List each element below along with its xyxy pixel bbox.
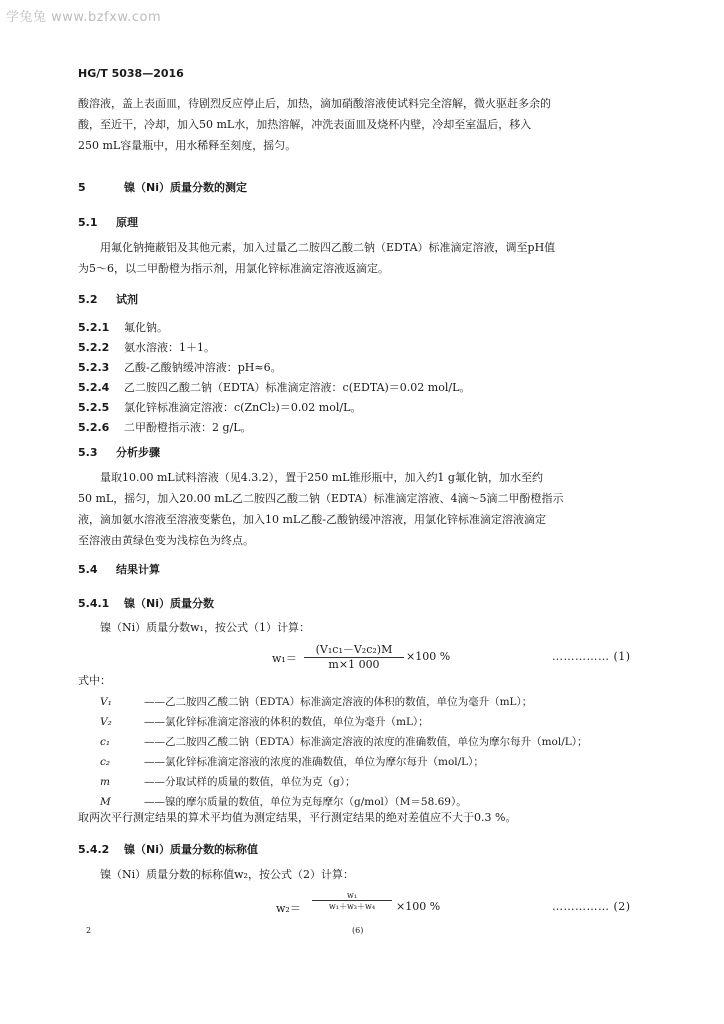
procedure-line: 50 mL，摇匀，加入20.00 mL乙二胺四乙酸二钠（EDTA）标准滴定溶液、4滴～5滴二甲酚橙指示 (78, 492, 564, 505)
section-5-3-heading (78, 444, 160, 460)
formula-1-fraction (304, 641, 404, 671)
intro-line: 酸，至近干，冷却，加入50 mL水，加热溶解，冲洗表面皿及烧杯内壁，冷却至室温后，移入 (78, 118, 532, 131)
variable-definition: M ——镍的摩尔质量的数值，单位为克每摩尔（g/mol）（M＝58.69）。 (100, 796, 467, 808)
principle-line: 为5～6，以二甲酚橙为指示剂，用氯化锌标准滴定溶液返滴定。 (78, 262, 389, 275)
formula-1-lhs: w₁＝ (272, 652, 297, 665)
section-title: 镍（Ni）质量分数 (124, 597, 214, 610)
where-label: 式中： (78, 674, 111, 687)
formula-2-number: …………… (2) (552, 900, 631, 913)
sheet-reference: (6) (352, 926, 364, 935)
section-5-heading (78, 179, 247, 195)
section-title: 镍（Ni）质量分数的测定 (124, 181, 247, 194)
principle-line: 用氟化钠掩蔽铝及其他元素，加入过量乙二胺四乙酸二钠（EDTA）标准滴定溶液，调至pH值 (100, 241, 556, 254)
page-number: 2 (86, 926, 92, 935)
section-title: 镍（Ni）质量分数的标称值 (124, 843, 258, 856)
section-title: 试剂 (116, 293, 138, 306)
section-title: 结果计算 (116, 563, 160, 576)
reagent-item: 5.2.1 氟化钠。 (78, 321, 168, 334)
intro-line: 酸溶液，盖上表面皿，待剧烈反应停止后，加热，滴加硝酸溶液使试料完全溶解，微火驱赶多余的 (78, 97, 551, 110)
variable-definition: m ——分取试样的质量的数值，单位为克（g）； (100, 776, 356, 788)
section-5-2-heading (78, 291, 138, 307)
section-number: 5 (78, 181, 86, 194)
section-5-4-2-heading (78, 841, 258, 857)
procedure-line: 液，滴加氨水溶液至溶液变紫色，加入10 mL乙酸-乙酸钠缓冲溶液，用氯化锌标准滴定溶液滴定 (78, 513, 546, 526)
standard-number: HG/T 5038—2016 (78, 67, 184, 80)
watermark: 学兔兔 www.bzfxw.com (6, 10, 162, 25)
formula-1-numerator: (V₁c₁－V₂c₂)M (315, 643, 393, 656)
section-number: 5.2 (78, 293, 98, 306)
reagent-item: 5.2.2 氨水溶液：1＋1。 (78, 341, 215, 354)
formula-2-tail: ×100 % (396, 900, 441, 913)
formula-2-numerator: w₁ (346, 891, 358, 900)
formula-2-denominator: w₁＋w₃＋w₄ (328, 902, 376, 911)
intro-line: 250 mL容量瓶中，用水稀释至刻度，摇匀。 (78, 139, 297, 152)
reagent-item: 5.2.5 氯化锌标准滴定溶液：c(ZnCl₂)＝0.02 mol/L。 (78, 401, 362, 414)
formula-1-tail: ×100 % (406, 650, 451, 663)
section-number: 5.4.2 (78, 843, 110, 856)
section-5-1-heading (78, 214, 138, 230)
reagent-item: 5.2.4 乙二胺四乙酸二钠（EDTA）标准滴定溶液：c(EDTA)＝0.02 mol/L。 (78, 381, 471, 394)
variable-definition: c₂ ——氯化锌标准滴定溶液的浓度的准确数值，单位为摩尔每升（mol/L）； (100, 756, 484, 768)
formula-intro: 镍（Ni）质量分数的标称值w₂，按公式（2）计算： (100, 868, 354, 881)
section-number: 5.1 (78, 216, 98, 229)
section-number: 5.4 (78, 563, 98, 576)
variable-definition: c₁ ——乙二胺四乙酸二钠（EDTA）标准滴定溶液的浓度的准确数值，单位为摩尔每升（mol/L）； (100, 736, 588, 748)
formula-intro: 镍（Ni）质量分数w₁，按公式（1）计算： (100, 621, 310, 634)
reagent-item: 5.2.6 二甲酚橙指示液：2 g/L。 (78, 421, 252, 434)
formula-1-denominator: m×1 000 (328, 658, 380, 671)
reagent-item: 5.2.3 乙酸-乙酸钠缓冲溶液：pH≈6。 (78, 361, 282, 374)
formula-2-fraction (312, 891, 392, 912)
procedure-line: 量取10.00 mL试料溶液（见4.3.2），置于250 mL锥形瓶中，加入约1 g氟化钠，加水至约 (100, 471, 543, 484)
section-number: 5.3 (78, 446, 98, 459)
result-conclusion: 取两次平行测定结果的算术平均值为测定结果，平行测定结果的绝对差值应不大于0.3 %。 (78, 811, 517, 824)
section-title: 分析步骤 (116, 446, 160, 459)
procedure-line: 至溶液由黄绿色变为浅棕色为终点。 (78, 534, 254, 547)
formula-1-number: …………… (1) (552, 650, 631, 663)
variable-definition: V₂ ——氯化锌标准滴定溶液的体积的数值，单位为毫升（mL）； (100, 716, 429, 728)
section-5-4-heading (78, 561, 160, 577)
section-title: 原理 (116, 216, 138, 229)
section-number: 5.4.1 (78, 597, 110, 610)
section-5-4-1-heading (78, 595, 214, 611)
variable-definition: V₁ ——乙二胺四乙酸二钠（EDTA）标准滴定溶液的体积的数值，单位为毫升（mL）； (100, 696, 533, 708)
formula-2-lhs: w₂＝ (276, 902, 301, 915)
